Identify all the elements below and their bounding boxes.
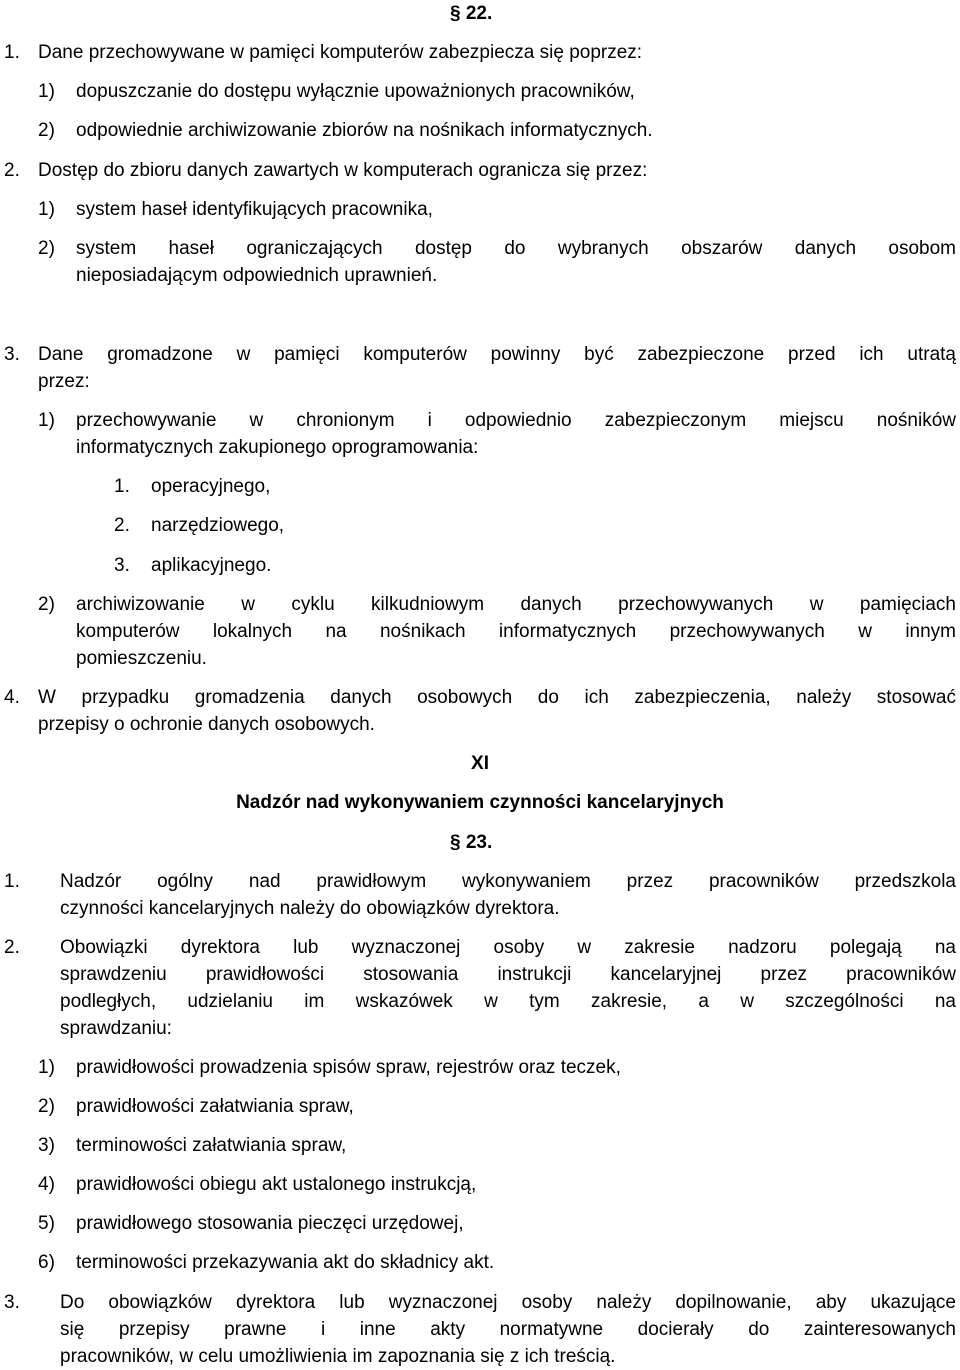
- paragraph-text: przez:: [38, 371, 90, 392]
- list-item-number: 5): [38, 1213, 55, 1234]
- list-item-number: 1): [38, 1057, 55, 1078]
- list-item-text: prawidłowości obiegu akt ustalonego instrukcją,: [76, 1174, 477, 1195]
- list-item-text: pomieszczeniu.: [76, 648, 207, 669]
- list-item-text: nieposiadającym odpowiednich uprawnień.: [76, 265, 438, 286]
- sublist-item-text: narzędziowego,: [151, 515, 285, 536]
- list-item-text: system haseł identyfikujących pracownika,: [76, 199, 433, 220]
- sublist-item-text: aplikacyjnego.: [151, 555, 272, 576]
- list-item-text: komputerów lokalnych na nośnikach informatycznych przechowywanych w innym: [76, 621, 956, 642]
- paragraph-text: czynności kancelaryjnych należy do obowiązków dyrektora.: [60, 898, 560, 919]
- paragraph-number: 2.: [4, 937, 20, 958]
- list-item-number: 1): [38, 81, 55, 102]
- paragraph-text: przepisy o ochronie danych osobowych.: [38, 714, 375, 735]
- paragraph-text: W przypadku gromadzenia danych osobowych do ich zabezpieczenia, należy stosować: [38, 687, 956, 708]
- chapter-title: Nadzór nad wykonywaniem czynności kancelaryjnych: [236, 792, 724, 813]
- list-item-text: dopuszczanie do dostępu wyłącznie upoważnionych pracowników,: [76, 81, 635, 102]
- list-item-number: 1): [38, 410, 55, 431]
- chapter-number: XI: [471, 753, 489, 774]
- list-item-number: 4): [38, 1174, 55, 1195]
- paragraph-text: Do obowiązków dyrektora lub wyznaczonej osoby należy dopilnowanie, aby ukazujące: [60, 1292, 956, 1313]
- paragraph-number: 2.: [4, 160, 20, 181]
- paragraph-text: się przepisy prawne i inne akty normatywne docierały do zainteresowanych: [60, 1319, 956, 1340]
- sublist-item-number: 1.: [114, 476, 130, 497]
- list-item-number: 3): [38, 1135, 55, 1156]
- paragraph-text: podległych, udzielaniu im wskazówek w tym zakresie, a w szczególności na: [60, 991, 956, 1012]
- paragraph-text: pracowników, w celu umożliwienia im zapoznania się z ich treścią.: [60, 1346, 616, 1367]
- sublist-item-number: 3.: [114, 555, 130, 576]
- list-item-text: prawidłowego stosowania pieczęci urzędowej,: [76, 1213, 464, 1234]
- list-item-number: 6): [38, 1252, 55, 1273]
- list-item-number: 2): [38, 594, 55, 615]
- section-heading-22: § 22.: [450, 3, 493, 24]
- paragraph-text: Nadzór ogólny nad prawidłowym wykonywaniem przez pracowników przedszkola: [60, 871, 956, 892]
- list-item-text: przechowywanie w chronionym i odpowiednio zabezpieczonym miejscu nośników: [76, 410, 956, 431]
- paragraph-number: 3.: [4, 1292, 20, 1313]
- list-item-text: archiwizowanie w cyklu kilkudniowym danych przechowywanych w pamięciach: [76, 594, 956, 615]
- list-item-number: 1): [38, 199, 55, 220]
- paragraph-text: Dane przechowywane w pamięci komputerów zabezpiecza się poprzez:: [38, 42, 643, 63]
- list-item-number: 2): [38, 120, 55, 141]
- paragraph-number: 4.: [4, 687, 20, 708]
- section-heading-23: § 23.: [450, 832, 493, 853]
- list-item-number: 2): [38, 1096, 55, 1117]
- paragraph-text: Dostęp do zbioru danych zawartych w komputerach ogranicza się przez:: [38, 160, 648, 181]
- paragraph-text: Dane gromadzone w pamięci komputerów powinny być zabezpieczone przed ich utratą: [38, 344, 956, 365]
- paragraph-text: sprawdzaniu:: [60, 1018, 172, 1039]
- list-item-text: terminowości załatwiania spraw,: [76, 1135, 347, 1156]
- paragraph-number: 3.: [4, 344, 20, 365]
- list-item-text: system haseł ograniczających dostęp do wybranych obszarów danych osobom: [76, 238, 956, 259]
- paragraph-number: 1.: [4, 871, 20, 892]
- list-item-text: informatycznych zakupionego oprogramowania:: [76, 437, 479, 458]
- list-item-number: 2): [38, 238, 55, 259]
- paragraph-number: 1.: [4, 42, 20, 63]
- list-item-text: odpowiednie archiwizowanie zbiorów na nośnikach informatycznych.: [76, 120, 653, 141]
- paragraph-text: Obowiązki dyrektora lub wyznaczonej osoby w zakresie nadzoru polegają na: [60, 937, 956, 958]
- list-item-text: prawidłowości prowadzenia spisów spraw, rejestrów oraz teczek,: [76, 1057, 621, 1078]
- paragraph-text: sprawdzeniu prawidłowości stosowania instrukcji kancelaryjnej przez pracowników: [60, 964, 956, 985]
- list-item-text: terminowości przekazywania akt do składnicy akt.: [76, 1252, 495, 1273]
- sublist-item-number: 2.: [114, 515, 130, 536]
- sublist-item-text: operacyjnego,: [151, 476, 271, 497]
- list-item-text: prawidłowości załatwiania spraw,: [76, 1096, 354, 1117]
